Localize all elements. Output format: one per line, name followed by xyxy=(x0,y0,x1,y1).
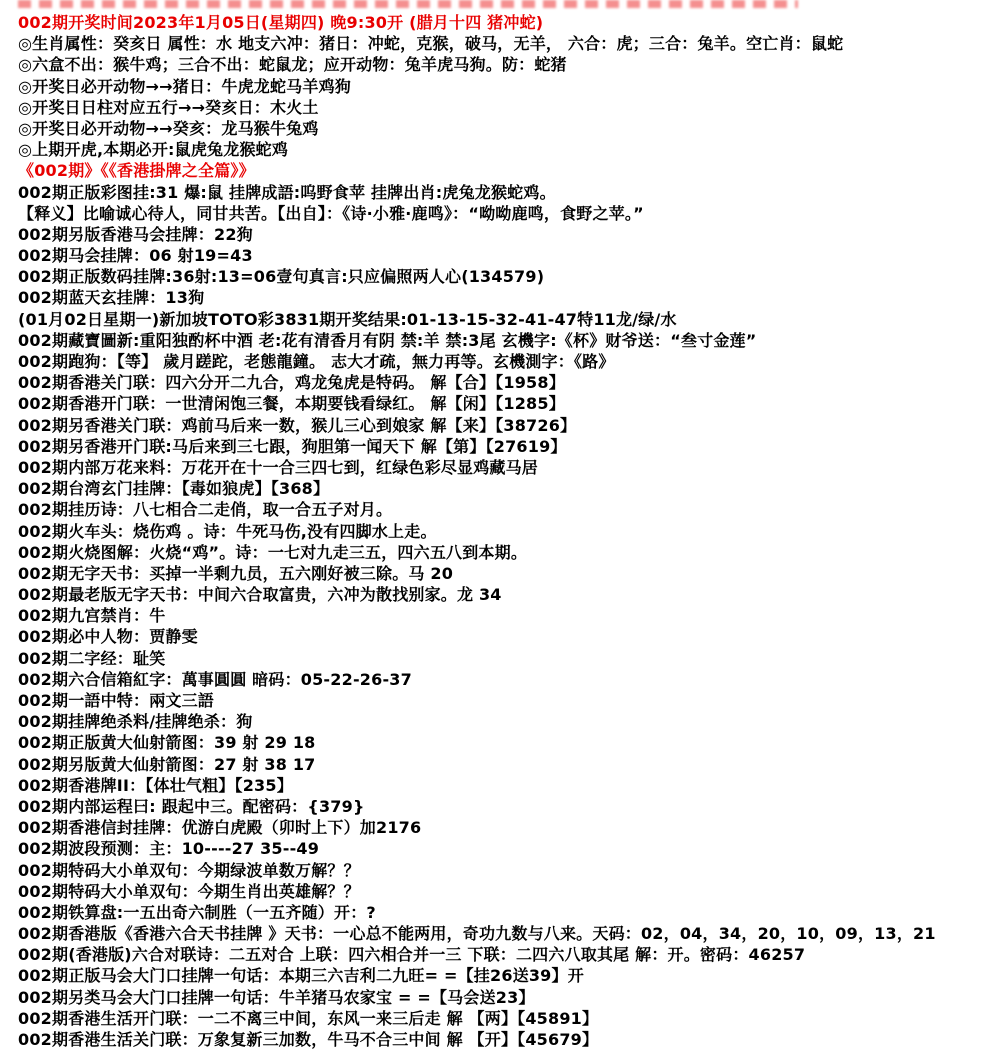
text-line: 002期正版彩图挂:31 爆:鼠 挂牌成語:呜野食苹 挂牌出肖:虎兔龙猴蛇鸡。 xyxy=(18,182,556,202)
text-line: 002期火车头：烧伤鸡 。诗：牛死马伤,没有四脚水上走。 xyxy=(18,521,437,541)
text-line: 002期正版数码挂牌:36射:13=06壹句真言:只应偏照两人心(134579) xyxy=(18,267,545,287)
text-lines xyxy=(0,12,1000,1050)
text-line: 002期特码大小单双句：今期绿波单数万解？？ xyxy=(18,860,360,880)
text-line: 002期挂历诗：八七相合二走俏，取一合五子对月。 xyxy=(18,500,393,520)
text-line: 002期香港信封挂牌：优游白虎殿（卯时上下）加2176 xyxy=(18,818,422,838)
text-line: 002期内部运程曰: 跟起中三。配密码：{379} xyxy=(18,796,365,816)
text-line: ◎生肖属性：癸亥日 属性：水 地支六冲：猪日：冲蛇，克猴，破马，无羊， 六合：虎；三合：兔羊。空亡肖：鼠蛇 xyxy=(18,34,844,54)
text-line: ◎上期开虎,本期必开:鼠虎兔龙猴蛇鸡 xyxy=(18,140,289,160)
text-line: 002期六合信箱紅字：萬事圓圓 暗码：05-22-26-37 xyxy=(18,669,412,689)
text-line: 002期火烧图解：火烧“鸡”。诗：一七对九走三五，四六五八到本期。 xyxy=(18,542,528,562)
text-line: 002期藏寶圖新:重阳独酌杯中酒 老:花有清香月有阴 禁:羊 禁:3尾 玄機字:《杯》财爷送：“叁寸金莲” xyxy=(18,330,757,350)
text-line: ◎开奖日日柱对应五行→→癸亥日：木火土 xyxy=(18,97,319,117)
text-line: 002期另香港开门联:马后来到三七跟，狗胆第一闻天下 解【第】【27619】 xyxy=(18,436,567,456)
text-line: 002期香港生活关门联：万象复新三加数，牛马不合三中间 解 【开】【45679】 xyxy=(18,1030,599,1049)
text-line: ◎开奖日必开动物→→癸亥：龙马猴牛兔鸡 xyxy=(18,118,319,138)
text-line: 002期跑狗：【等】 歲月蹉跎，老態龍鐘。 志大才疏，無力再等。玄機測字：《路》 xyxy=(18,352,615,371)
text-line: 002期铁算盘:一五出奇六制胜（一五齐随）开：? xyxy=(18,902,376,922)
text-line: (01月02日星期一)新加坡TOTO彩3831期开奖结果:01-13-15-32-41-47特11龙/绿/水 xyxy=(18,309,677,329)
text-line: 002期必中人物：贾静雯 xyxy=(18,627,198,647)
text-line: 《002期》《《香港掛牌之全篇》》 xyxy=(18,161,255,181)
text-line: 002期正版黄大仙射箭图：39 射 29 18 xyxy=(18,733,316,753)
text-line: 002期(香港版)六合对联诗：二五对合 上联：四六相合并一三 下联：二四六八取其尾 解：开。密码：46257 xyxy=(18,945,806,965)
text-line: 002期无字天书：买掉一半剩九员，五六刚好被三除。马 20 xyxy=(18,563,454,583)
text-line: ◎六盒不出：猴牛鸡；三合不出：蛇鼠龙；应开动物：兔羊虎马狗。防：蛇猪 xyxy=(18,55,567,75)
clipped-top-red-line xyxy=(18,0,798,8)
text-line: 002期另版黄大仙射箭图：27 射 38 17 xyxy=(18,754,316,774)
text-line: 002期蓝天玄挂牌：13狗 xyxy=(18,288,205,308)
text-line: 002期一語中特：兩文三語 xyxy=(18,691,214,710)
text-line: 【释义】比喻诚心待人，同甘共苦。【出自】：《诗·小雅·鹿鸣》：“呦呦鹿鸣，食野之苹。” xyxy=(18,203,644,223)
text-line: 002期正版马会大门口挂牌一句话：本期三六吉利二九旺= =【挂26送39】开 xyxy=(18,966,584,986)
text-line: 002期另类马会大门口挂牌一句话：牛羊猪马农家宝 = =【马会送23】 xyxy=(18,987,535,1007)
text-line: 002期香港生活开门联：一二不离三中间，东风一来三后走 解 【两】【45891】 xyxy=(18,1008,599,1028)
text-line: 002期香港牌II：【体壮气粗】【235】 xyxy=(18,775,293,795)
text-line: 002期特码大小单双句：今期生肖出英雄解？？ xyxy=(18,881,360,901)
text-line: 002期波段预测：主：10----27 35--49 xyxy=(18,839,320,859)
text-line: 002期另版香港马会挂牌：22狗 xyxy=(18,224,253,244)
text-line: 002期香港版《香港六合天书挂牌 》天书：一心总不能两用，奇功九数与八来。天码：02，04，34，20，10，09，13，21 xyxy=(18,924,936,944)
text-line: 002期内部万花来料：万花开在十一合三四七到，红绿色彩尽显鸡藏马居 xyxy=(18,457,538,477)
text-line: 002期台湾玄门挂牌：【毒如狼虎】【368】 xyxy=(18,479,330,499)
text-line: ◎开奖日必开动物→→猪日：牛虎龙蛇马羊鸡狗 xyxy=(18,76,351,96)
text-line: 002期九宫禁肖：牛 xyxy=(18,606,166,626)
text-line: 002期马会挂牌：06 射19=43 xyxy=(18,246,253,266)
text-line: 002期另香港关门联：鸡前马后来一数，猴儿三心到娘家 解【来】【38726】 xyxy=(18,415,577,435)
text-line: 002期最老版无字天书：中间六合取富贵，六冲为散找别家。龙 34 xyxy=(18,585,502,605)
text-line: 002期二字经：耻笑 xyxy=(18,648,166,668)
text-line: 002期香港关门联：四六分开二九合，鸡龙兔虎是特码。 解【合】【1958】 xyxy=(18,373,565,393)
text-line: 002期开奖时间2023年1月05日(星期四) 晚9:30开 (腊月十四 猪冲蛇) xyxy=(18,13,544,32)
text-line: 002期香港开门联：一世清闲饱三餐，本期要钱看绿红。 解【闲】【1285】 xyxy=(18,394,565,414)
text-line: 002期挂牌绝杀料/挂牌绝杀：狗 xyxy=(18,712,253,732)
